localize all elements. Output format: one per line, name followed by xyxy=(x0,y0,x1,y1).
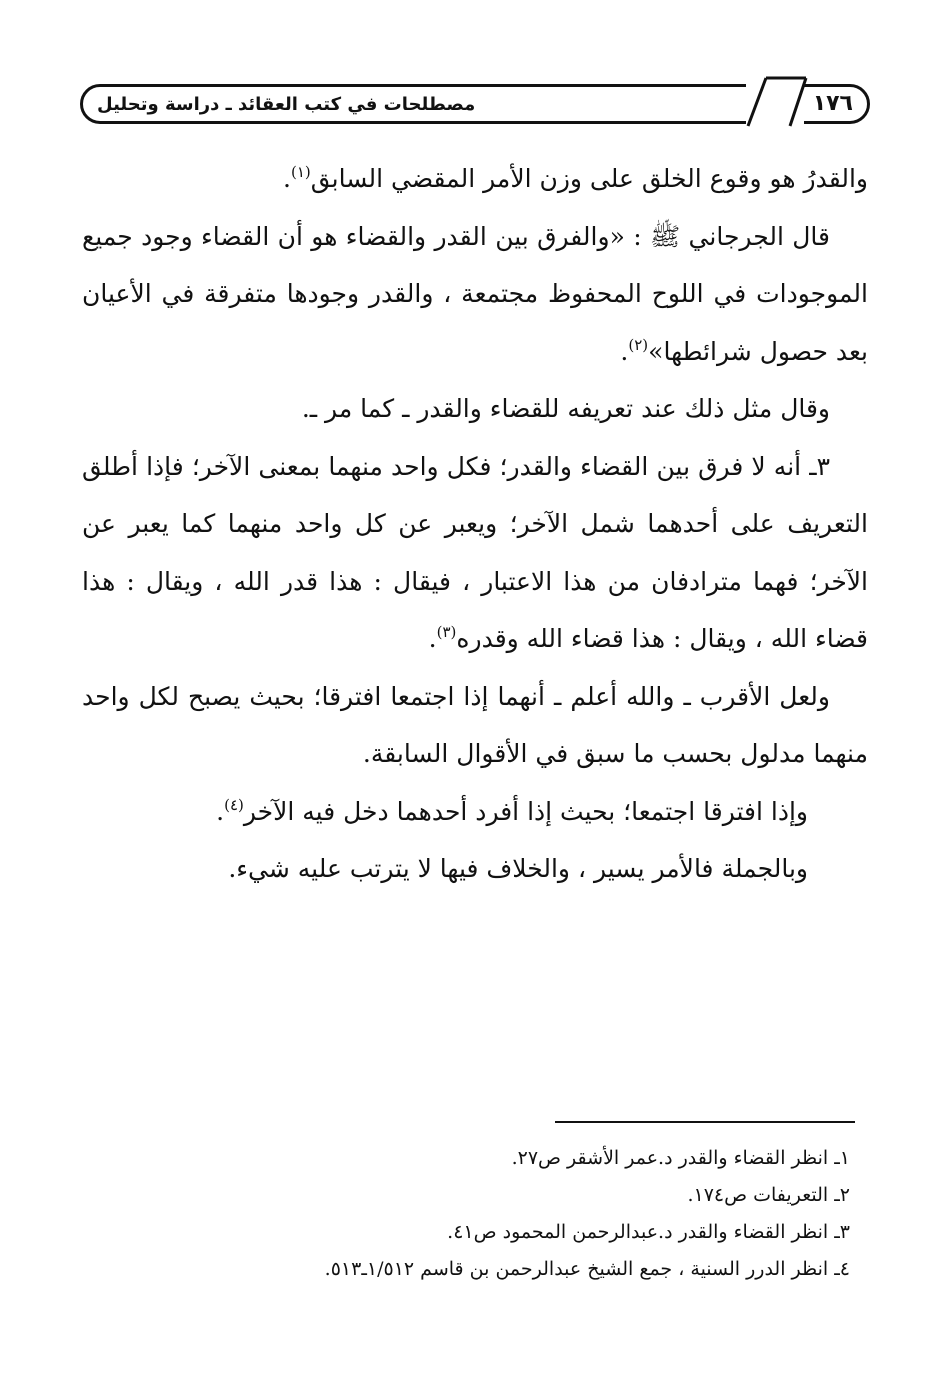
footnote-1: ١ـ انظر القضاء والقدر د.عمر الأشقر ص٢٧. xyxy=(511,1147,850,1169)
footnote-ref-1: (١) xyxy=(290,163,311,181)
paragraph-2: قال الجرجاني ﷺ : «والفرق بين القدر والقضاء هو أن القضاء وجود جميع الموجودات في اللوح المحفوظ مجتمعة ، والقدر وجودها متفرقة في الأعيان بعد حصول شرائطها»$^{(٢)}$. xyxy=(82,221,868,366)
footnote-ref-4: (٤) xyxy=(224,795,244,814)
footnote-4: ٤ـ انظر الدرر السنية ، جمع الشيخ عبدالرحمن بن قاسم ١/٥١٢ـ٥١٣. xyxy=(324,1258,850,1280)
paragraph-5: ولعل الأقرب ـ والله أعلم ـ أنهما إذا اجتمعا افترقا؛ بحيث يصبح لكل واحد منهما مدلول بحسب ما سبق في الأقوال السابقة. xyxy=(82,681,868,768)
paragraph-1: والقدرُ هو وقوع الخلق على وزن الأمر المقضي السابق$^{(١)}$. xyxy=(283,163,868,193)
footnote-ref-3: (٣) xyxy=(436,623,457,641)
footnote-ref-2: (٢) xyxy=(628,335,649,354)
header-divider-slashes xyxy=(740,72,810,128)
page-number: ١٧٦ xyxy=(812,91,853,116)
footnote-3: ٣ـ انظر القضاء والقدر د.عبدالرحمن المحمود ص٤١. xyxy=(447,1221,850,1243)
header-title: مصطلحات في كتب العقائد ـ دراسة وتحليل xyxy=(97,94,476,115)
footnote-divider xyxy=(555,1121,855,1123)
paragraph-7: وبالجملة فالأمر يسير ، والخلاف فيها لا يترتب عليه شيء. xyxy=(228,854,808,883)
paragraph-4: ٣ـ أنه لا فرق بين القضاء والقدر؛ فكل واحد منهما بمعنى الآخر؛ فإذا أطلق التعريف على أحدهما شمل الآخر؛ ويعبر عن كل واحد منهما كما يعبر عن الآخر؛ فهما مترادفان من هذا الاعتبار ، فيقال : هذا قدر الله ، ويقال : هذا قضاء الله ، ويقال : هذا قضاء الله وقدره$^{(٣)}$. xyxy=(82,451,868,653)
paragraph-3: وقال مثل ذلك عند تعريفه للقضاء والقدر ـ كما مر ـ. xyxy=(301,394,830,423)
footnotes xyxy=(90,1140,850,1288)
main-text xyxy=(82,150,868,898)
footnote-2: ٢ـ التعريفات ص١٧٤. xyxy=(687,1184,850,1206)
paragraph-6: وإذا افترقا اجتمعا؛ بحيث إذا أفرد أحدهما دخل فيه الآخر$^{(٤)}$. xyxy=(216,795,808,826)
